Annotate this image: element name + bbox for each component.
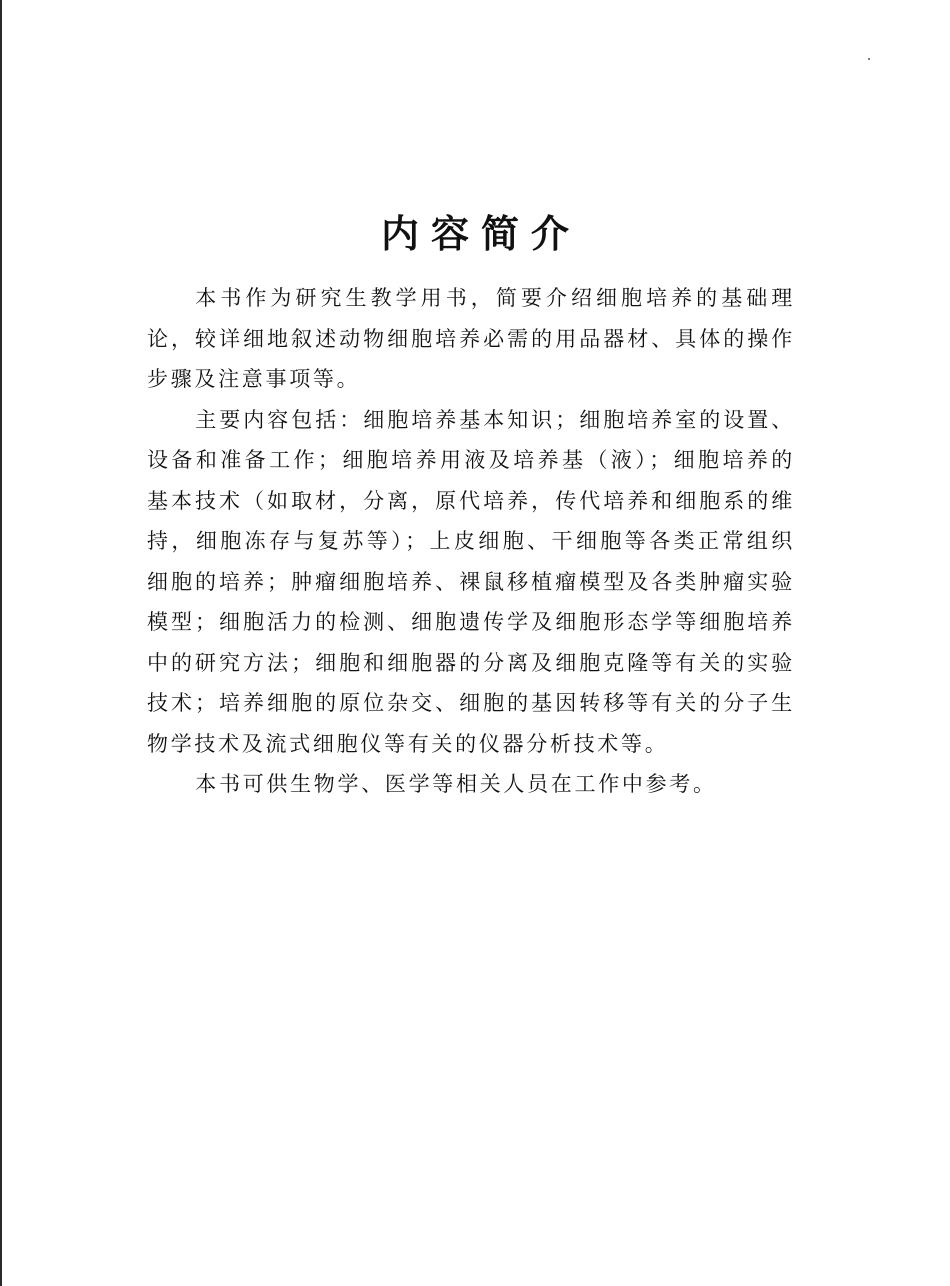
paragraph-1: 本书作为研究生教学用书，简要介绍细胞培养的基础理论，较详细地叙述动物细胞培养必需的用品器材、具体的操作步骤及注意事项等。 xyxy=(147,286,795,391)
paragraph-2: 主要内容包括：细胞培养基本知识；细胞培养室的设置、设备和准备工作；细胞培养用液及培养基（液）；细胞培养的基本技术（如取材，分离，原代培养，传代培养和细胞系的维持，细胞冻存与复苏等）；上皮细胞、干细胞等各类正常组织细胞的培养；肿瘤细胞培养、裸鼠移植瘤模型及各类肿瘤实验模型；细胞活力的检测、细胞遗传学及细胞形态学等细胞培养中的研究方法；细胞和细胞器的分离及细胞克隆等有关的实验技术；培养细胞的原位杂交、细胞的基因转移等有关的分子生物学技术及流式细胞仪等有关的仪器分析技术等。 xyxy=(147,407,795,756)
page-title: 内容简介 xyxy=(380,212,581,257)
paragraph-3: 本书可供生物学、医学等相关人员在工作中参考。 xyxy=(195,772,717,796)
page-left-edge xyxy=(0,0,2,1286)
scan-speck xyxy=(868,58,870,60)
intro-body xyxy=(147,278,795,805)
